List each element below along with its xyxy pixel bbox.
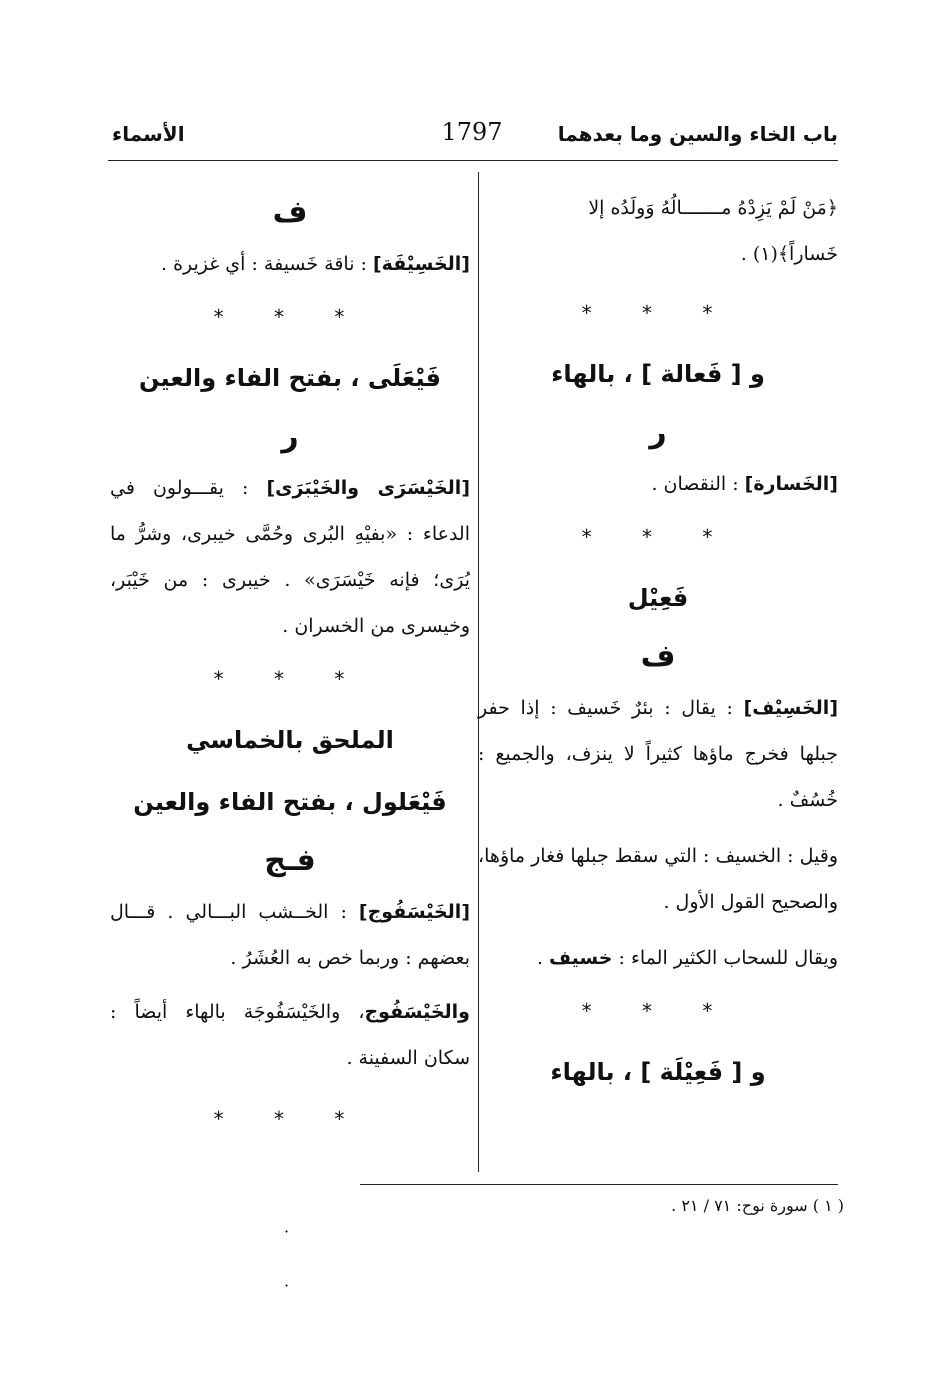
heading-faylala: فَيْعَلَى ، بفتح الفاء والعين [139,364,441,392]
entry-khaysafuja [110,989,470,1081]
entry-khaysafuj [110,889,470,981]
entry-yuqal [478,935,838,981]
root-letter-ra: ر [281,419,299,454]
footnote: ( ١ ) سورة نوح: ٧١ / ٢١ . [671,1196,844,1215]
footnote-rule [360,1184,838,1185]
heading-faala: و [ فَعالة ] ، بالهاء [551,360,765,388]
scan-dot: · [284,1222,290,1241]
running-header-category: الأسماء [112,122,185,146]
entry-term: [الخَسِيْف] [743,697,839,719]
entry-definition: : النقصان . [651,473,739,495]
entry-definition: ، والخَيْسَفُوجَة بالهاء أيضاً : سكان السفينة . [110,1001,470,1069]
entry-qila: وقيل : الخسيف : التي سقط جبلها فغار ماؤها، والصحيح القول الأول . [478,845,838,913]
entry-term: [الخَسِيْفَة] [373,253,470,275]
entry-end: . [536,947,550,969]
heading-fail: فَعِيْل [627,584,689,612]
header-rule [108,160,838,161]
entry-term: خسيف [549,947,613,969]
separator-stars: * * * [213,667,367,691]
quran-quote-line1: ﴿مَنْ لَمْ يَزِدْهُ مـــــــالُهُ وَولَدُه إلا [588,197,838,219]
entry-khasif [478,685,838,823]
right-column [478,185,838,1103]
root-letter-fa: ف [640,639,676,674]
root-letter-fa: ف [272,195,308,230]
entry-khasara [478,461,838,507]
entry-khasifa [110,241,470,287]
heading-faila: و [ فَعِيْلَة ] ، بالهاء [550,1058,766,1086]
entry-definition: : ناقة خَسيفة : أي غزيرة . [161,253,367,275]
entry-definition: : يقـــولون في الدعاء : «بفيْهِ البُرى وحُمَّى خيبرى، وشرُّ ما يُرَى؛ فإنه خَيْسَرَى» . خيبرى : من خَيْبَر، وخيسرى من الخسران . [110,477,470,637]
entry-term: [الخَسارة] [744,473,838,495]
root-letter-ra: ر [649,415,667,450]
separator-stars: * * * [213,1107,367,1131]
separator-stars: * * * [213,305,367,329]
left-column [110,185,470,1149]
heading-mulhaq: الملحق بالخماسي [186,726,394,754]
entry-definition: : يقال : بئرٌ خَسيف : إذا حفر جبلها فخرج ماؤها كثيراً لا ينزف، والجميع : خُسُفٌ . [478,697,838,811]
running-header-section: باب الخاء والسين وما بعدهما [557,122,838,146]
separator-stars: * * * [581,525,735,549]
entry-definition: : الخــشب البـــالي . قـــال بعضهم : وربما خص به العُشَرُ . [110,901,470,969]
entry-term: [الخَيْسَرَى والخَيْبَرَى] [266,477,471,499]
entry-term: [الخَيْسَفُوج] [358,901,470,923]
separator-stars: * * * [581,301,735,325]
entry-term: والخَيْسَفُوج [364,1001,470,1023]
page-number: 1797 [441,118,503,146]
heading-fayalul: فَيْعَلول ، بفتح الفاء والعين [133,788,447,816]
separator-stars: * * * [581,999,735,1023]
scan-dot: · [284,1276,290,1295]
entry-text: ويقال للسحاب الكثير الماء : [618,947,838,969]
root-letters-fj: فـج [264,843,316,878]
quran-quote-line2: خَساراً﴾(١) . [740,243,838,265]
entry-khaysara [110,465,470,649]
